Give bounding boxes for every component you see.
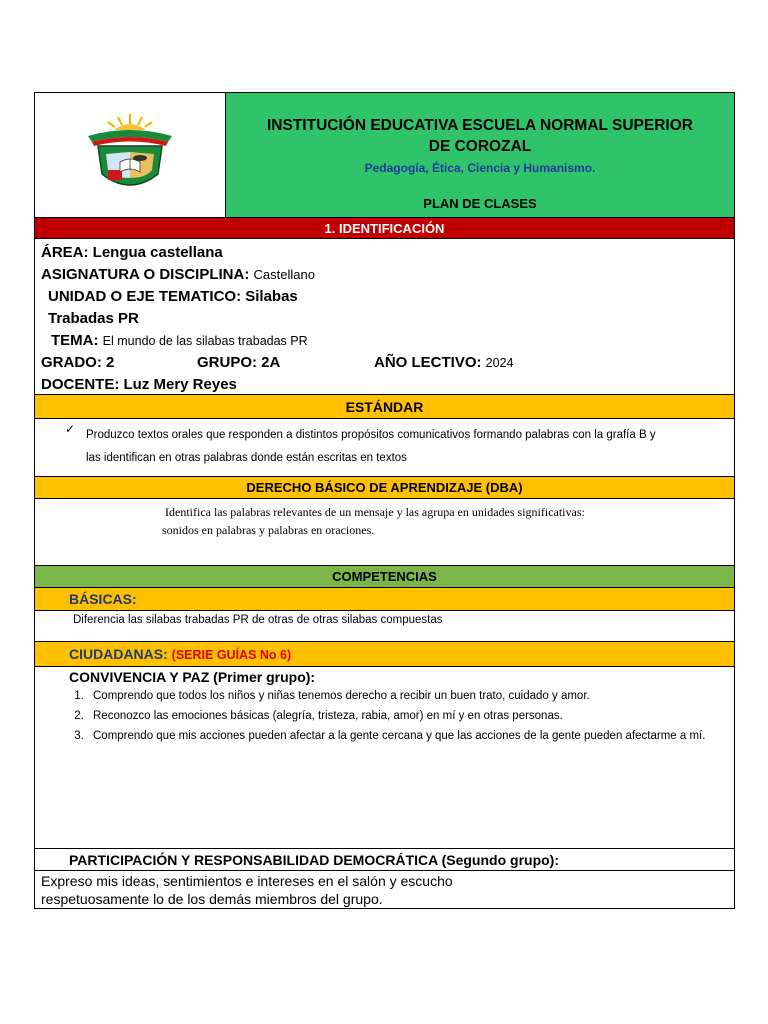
unidad-field-line2: Trabadas PR (48, 310, 139, 327)
dba-line1: Identifica las palabras relevantes de un mensaje y las agrupa en unidades significativas: (165, 505, 585, 519)
participacion-title: PARTICIPACIÓN Y RESPONSABILIDAD DEMOCRÁTICA (Segundo grupo): (35, 848, 734, 870)
asignatura-value: Castellano (253, 267, 315, 282)
grado-grupo-ano-row (41, 352, 728, 374)
area-field: ÁREA: Lengua castellana (41, 244, 223, 261)
grupo-field: GRUPO: 2A (197, 354, 281, 371)
convivencia-content (35, 686, 734, 848)
convivencia-list (35, 686, 734, 746)
asignatura-label: ASIGNATURA O DISCIPLINA: (41, 266, 250, 283)
dba-content (35, 498, 734, 565)
identificacion-section-title: 1. IDENTIFICACIÓN (35, 217, 734, 238)
convivencia-item: 1. Comprendo que todos los niños y niñas tenemos derecho a recibir un buen trato, cuidado y amor. (87, 686, 734, 706)
tema-label: TEMA: (51, 332, 99, 349)
docente-field: DOCENTE: Luz Mery Reyes (41, 376, 237, 393)
asignatura-field (41, 264, 728, 286)
estandar-text (86, 424, 656, 470)
basicas-content (35, 610, 734, 641)
dba-line2: sonidos en palabras y palabras en oraciones. (162, 523, 375, 537)
ciudadanas-series: (SERIE GUÍAS No 6) (171, 648, 292, 662)
school-crest-cell (35, 93, 226, 217)
institution-name-line1: INSTITUCIÓN EDUCATIVA ESCUELA NORMAL SUPERIOR (267, 117, 693, 134)
dba-title: DERECHO BÁSICO DE APRENDIZAJE (DBA) (35, 476, 734, 498)
grado-field: GRADO: 2 (41, 354, 115, 371)
ano-value: 2024 (485, 356, 514, 370)
convivencia-item: 3. Comprendo que mis acciones pueden afectar a la gente cercana y que las acciones de la gente pueden afectarme a mí. (87, 726, 734, 746)
ano-field (374, 352, 513, 374)
lesson-plan-document (34, 92, 735, 909)
participacion-line1: Expreso mis ideas, sentimientos e intereses en el salón y escucho (41, 873, 453, 889)
estandar-content (35, 418, 734, 476)
document-header (35, 93, 734, 217)
basicas-text: Diferencia las silabas trabadas PR de otras de otras silabas compuestas (73, 614, 443, 626)
estandar-line1: Produzco textos orales que responden a distintos propósitos comunicativos formando palabras con la grafía B y (86, 429, 656, 441)
competencias-title: COMPETENCIAS (35, 565, 734, 587)
estandar-title: ESTÁNDAR (35, 394, 734, 418)
tema-value: El mundo de las silabas trabadas PR (102, 334, 308, 348)
institution-motto: Pedagogía, Ética, Ciencia y Humanismo. (364, 161, 596, 175)
basicas-label: BÁSICAS: (35, 587, 734, 610)
plan-title: PLAN DE CLASES (423, 196, 537, 211)
identificacion-content (35, 238, 734, 394)
participacion-line2: respetuosamente lo de los demás miembros del grupo. (41, 891, 383, 907)
checkmark-icon: ✓ (65, 422, 76, 436)
convivencia-item: 2. Reconozco las emociones básicas (alegría, tristeza, rabia, amor) en mí y en otras personas. (87, 706, 734, 726)
convivencia-title: CONVIVENCIA Y PAZ (Primer grupo): (35, 666, 734, 686)
school-crest-icon (84, 112, 176, 198)
institution-name-line2: DE COROZAL (428, 138, 532, 155)
ano-label: AÑO LECTIVO: (374, 354, 482, 371)
tema-field (41, 330, 728, 352)
institution-title-cell (226, 93, 734, 217)
ciudadanas-label: CIUDADANAS: (69, 646, 168, 662)
unidad-field-line1: UNIDAD O EJE TEMATICO: Silabas (48, 288, 298, 305)
participacion-content (35, 870, 734, 908)
estandar-line2: las identifican en otras palabras donde están escritas en textos (86, 452, 407, 464)
ciudadanas-row (35, 641, 734, 666)
